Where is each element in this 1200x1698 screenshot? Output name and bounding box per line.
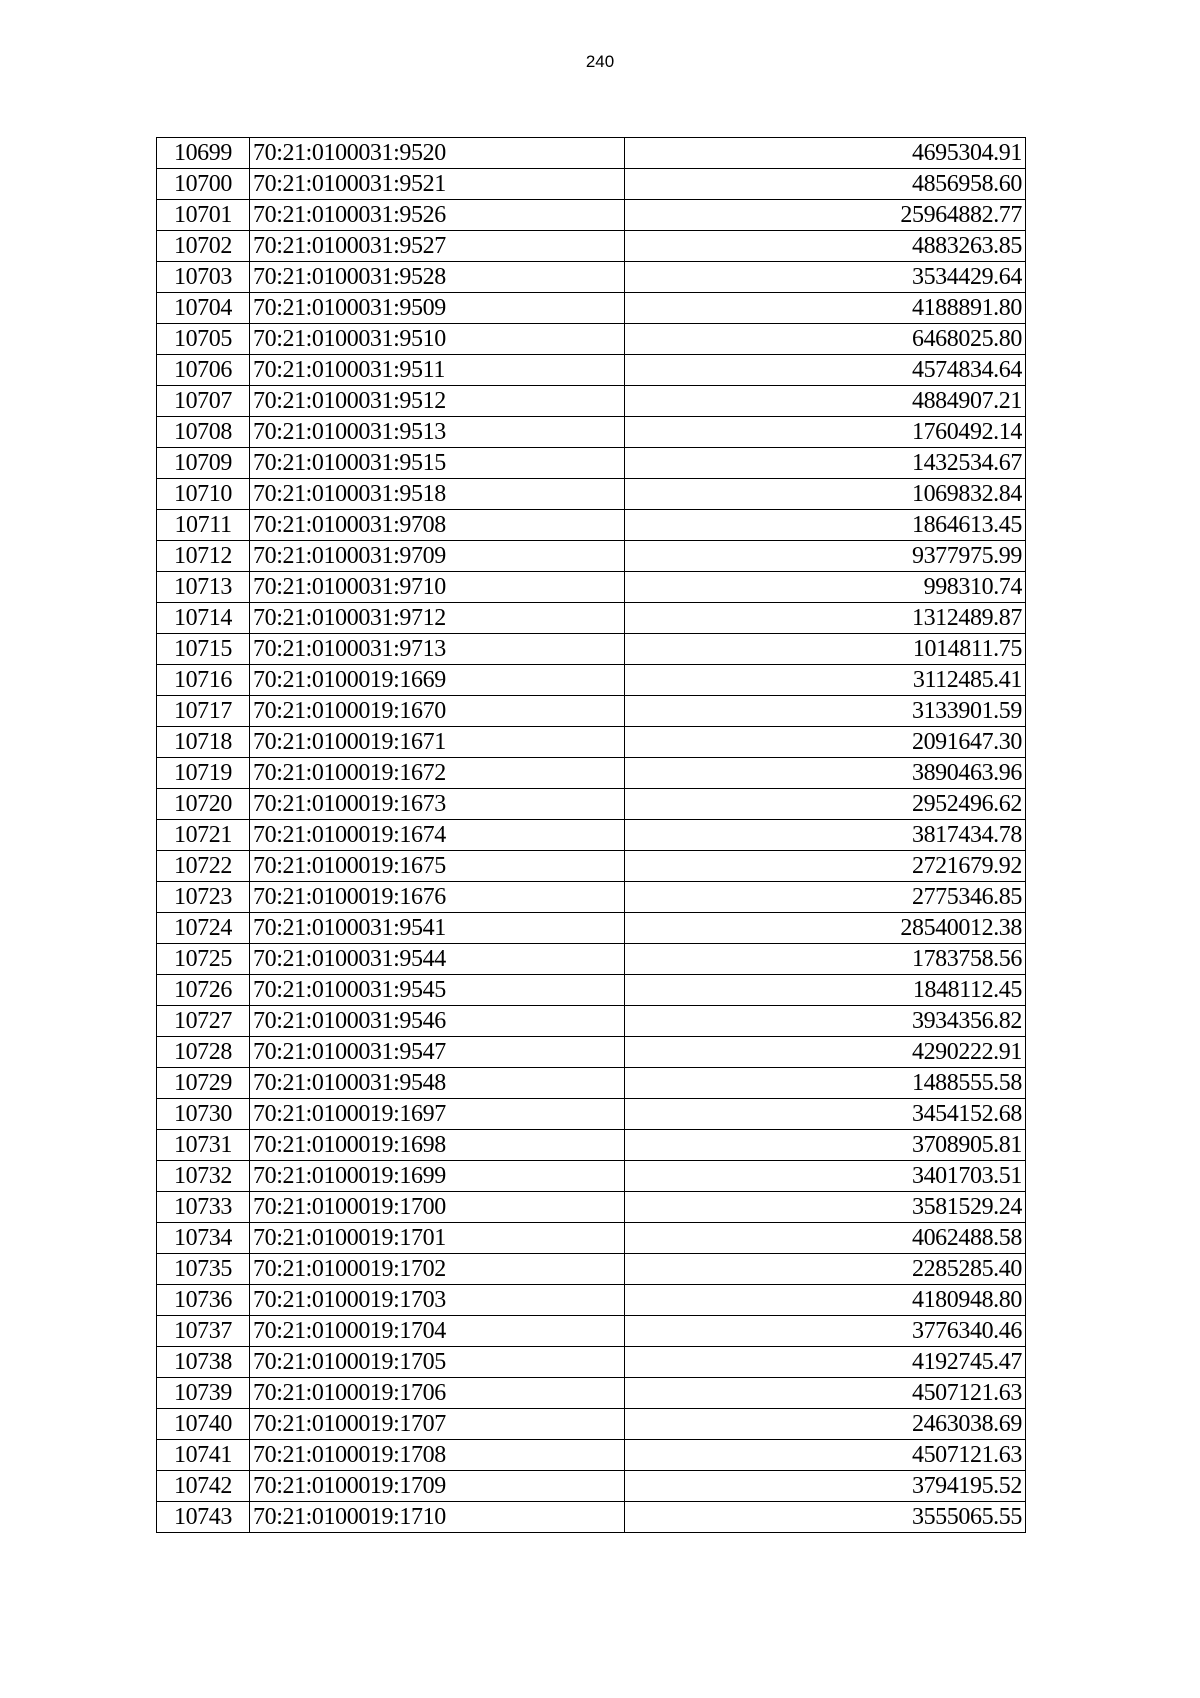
cadastral-value-cell: 4507121.63 xyxy=(625,1440,1026,1471)
cadastral-value-cell: 4507121.63 xyxy=(625,1378,1026,1409)
cadastral-number-cell: 70:21:0100019:1671 xyxy=(250,727,625,758)
row-number-cell: 10714 xyxy=(157,603,250,634)
row-number-cell: 10742 xyxy=(157,1471,250,1502)
cadastral-value-cell: 2775346.85 xyxy=(625,882,1026,913)
cadastral-value-cell: 3817434.78 xyxy=(625,820,1026,851)
row-number-cell: 10726 xyxy=(157,975,250,1006)
table-row xyxy=(157,1037,1026,1068)
cadastral-number-cell: 70:21:0100031:9712 xyxy=(250,603,625,634)
row-number-cell: 10700 xyxy=(157,169,250,200)
cadastral-value-cell: 4695304.91 xyxy=(625,138,1026,169)
cadastral-number-cell: 70:21:0100031:9710 xyxy=(250,572,625,603)
cadastral-number-cell: 70:21:0100031:9521 xyxy=(250,169,625,200)
cadastral-number-cell: 70:21:0100031:9546 xyxy=(250,1006,625,1037)
cadastral-number-cell: 70:21:0100031:9513 xyxy=(250,417,625,448)
cadastral-value-cell: 1014811.75 xyxy=(625,634,1026,665)
row-number-cell: 10734 xyxy=(157,1223,250,1254)
cadastral-number-cell: 70:21:0100019:1699 xyxy=(250,1161,625,1192)
row-number-cell: 10716 xyxy=(157,665,250,696)
table-row xyxy=(157,324,1026,355)
cadastral-number-cell: 70:21:0100031:9526 xyxy=(250,200,625,231)
table-row xyxy=(157,355,1026,386)
cadastral-value-cell: 3776340.46 xyxy=(625,1316,1026,1347)
table-row xyxy=(157,634,1026,665)
page-number: 240 xyxy=(585,52,615,71)
row-number-cell: 10738 xyxy=(157,1347,250,1378)
row-number-cell: 10712 xyxy=(157,541,250,572)
cadastral-value-table xyxy=(156,137,1026,1533)
row-number-cell: 10704 xyxy=(157,293,250,324)
table-row xyxy=(157,944,1026,975)
cadastral-number-cell: 70:21:0100019:1703 xyxy=(250,1285,625,1316)
table-row xyxy=(157,975,1026,1006)
cadastral-number-cell: 70:21:0100031:9511 xyxy=(250,355,625,386)
cadastral-number-cell: 70:21:0100019:1672 xyxy=(250,758,625,789)
row-number-cell: 10743 xyxy=(157,1502,250,1533)
cadastral-number-cell: 70:21:0100019:1698 xyxy=(250,1130,625,1161)
row-number-cell: 10707 xyxy=(157,386,250,417)
row-number-cell: 10737 xyxy=(157,1316,250,1347)
cadastral-number-cell: 70:21:0100019:1675 xyxy=(250,851,625,882)
cadastral-number-cell: 70:21:0100019:1706 xyxy=(250,1378,625,1409)
cadastral-value-cell: 3454152.68 xyxy=(625,1099,1026,1130)
table-row xyxy=(157,262,1026,293)
table-row xyxy=(157,231,1026,262)
cadastral-value-cell: 4856958.60 xyxy=(625,169,1026,200)
table-row xyxy=(157,169,1026,200)
cadastral-value-cell: 3934356.82 xyxy=(625,1006,1026,1037)
cadastral-value-cell: 3708905.81 xyxy=(625,1130,1026,1161)
row-number-cell: 10702 xyxy=(157,231,250,262)
table-row xyxy=(157,510,1026,541)
row-number-cell: 10725 xyxy=(157,944,250,975)
cadastral-value-cell: 3581529.24 xyxy=(625,1192,1026,1223)
table-row xyxy=(157,1068,1026,1099)
cadastral-value-cell: 2463038.69 xyxy=(625,1409,1026,1440)
cadastral-value-cell: 4188891.80 xyxy=(625,293,1026,324)
row-number-cell: 10721 xyxy=(157,820,250,851)
row-number-cell: 10720 xyxy=(157,789,250,820)
cadastral-number-cell: 70:21:0100019:1697 xyxy=(250,1099,625,1130)
cadastral-value-cell: 1783758.56 xyxy=(625,944,1026,975)
row-number-cell: 10699 xyxy=(157,138,250,169)
cadastral-value-cell: 3534429.64 xyxy=(625,262,1026,293)
cadastral-number-cell: 70:21:0100031:9512 xyxy=(250,386,625,417)
cadastral-number-cell: 70:21:0100019:1701 xyxy=(250,1223,625,1254)
table-row xyxy=(157,1285,1026,1316)
row-number-cell: 10723 xyxy=(157,882,250,913)
cadastral-value-cell: 3555065.55 xyxy=(625,1502,1026,1533)
cadastral-value-cell: 9377975.99 xyxy=(625,541,1026,572)
cadastral-number-cell: 70:21:0100019:1674 xyxy=(250,820,625,851)
row-number-cell: 10703 xyxy=(157,262,250,293)
cadastral-value-cell: 3133901.59 xyxy=(625,696,1026,727)
cadastral-number-cell: 70:21:0100031:9541 xyxy=(250,913,625,944)
table-row xyxy=(157,200,1026,231)
table-row xyxy=(157,1099,1026,1130)
row-number-cell: 10728 xyxy=(157,1037,250,1068)
cadastral-value-cell: 2721679.92 xyxy=(625,851,1026,882)
cadastral-number-cell: 70:21:0100019:1669 xyxy=(250,665,625,696)
row-number-cell: 10713 xyxy=(157,572,250,603)
cadastral-number-cell: 70:21:0100031:9713 xyxy=(250,634,625,665)
cadastral-value-cell: 1432534.67 xyxy=(625,448,1026,479)
row-number-cell: 10708 xyxy=(157,417,250,448)
table-row xyxy=(157,665,1026,696)
cadastral-number-cell: 70:21:0100019:1707 xyxy=(250,1409,625,1440)
cadastral-number-cell: 70:21:0100019:1704 xyxy=(250,1316,625,1347)
table-row xyxy=(157,386,1026,417)
cadastral-number-cell: 70:21:0100031:9518 xyxy=(250,479,625,510)
cadastral-number-cell: 70:21:0100019:1700 xyxy=(250,1192,625,1223)
cadastral-value-cell: 2952496.62 xyxy=(625,789,1026,820)
table-row xyxy=(157,417,1026,448)
table-row xyxy=(157,479,1026,510)
table-row xyxy=(157,1161,1026,1192)
row-number-cell: 10722 xyxy=(157,851,250,882)
cadastral-number-cell: 70:21:0100019:1702 xyxy=(250,1254,625,1285)
cadastral-value-cell: 1864613.45 xyxy=(625,510,1026,541)
cadastral-value-cell: 1069832.84 xyxy=(625,479,1026,510)
cadastral-number-cell: 70:21:0100019:1710 xyxy=(250,1502,625,1533)
cadastral-number-cell: 70:21:0100031:9509 xyxy=(250,293,625,324)
row-number-cell: 10710 xyxy=(157,479,250,510)
table-row xyxy=(157,138,1026,169)
row-number-cell: 10730 xyxy=(157,1099,250,1130)
cadastral-value-cell: 6468025.80 xyxy=(625,324,1026,355)
row-number-cell: 10709 xyxy=(157,448,250,479)
table-row xyxy=(157,448,1026,479)
row-number-cell: 10740 xyxy=(157,1409,250,1440)
table-row xyxy=(157,1378,1026,1409)
row-number-cell: 10727 xyxy=(157,1006,250,1037)
row-number-cell: 10715 xyxy=(157,634,250,665)
cadastral-value-cell: 1312489.87 xyxy=(625,603,1026,634)
cadastral-number-cell: 70:21:0100031:9545 xyxy=(250,975,625,1006)
cadastral-number-cell: 70:21:0100019:1676 xyxy=(250,882,625,913)
table-row xyxy=(157,1316,1026,1347)
table-row xyxy=(157,1006,1026,1037)
table-row xyxy=(157,696,1026,727)
cadastral-value-cell: 3794195.52 xyxy=(625,1471,1026,1502)
cadastral-number-cell: 70:21:0100031:9709 xyxy=(250,541,625,572)
cadastral-value-cell: 28540012.38 xyxy=(625,913,1026,944)
row-number-cell: 10733 xyxy=(157,1192,250,1223)
cadastral-number-cell: 70:21:0100031:9515 xyxy=(250,448,625,479)
cadastral-value-cell: 2091647.30 xyxy=(625,727,1026,758)
table-row xyxy=(157,1440,1026,1471)
cadastral-number-cell: 70:21:0100031:9544 xyxy=(250,944,625,975)
table-row xyxy=(157,1502,1026,1533)
table-row xyxy=(157,1223,1026,1254)
table-row xyxy=(157,1192,1026,1223)
row-number-cell: 10739 xyxy=(157,1378,250,1409)
row-number-cell: 10718 xyxy=(157,727,250,758)
cadastral-value-cell: 1760492.14 xyxy=(625,417,1026,448)
cadastral-value-cell: 1488555.58 xyxy=(625,1068,1026,1099)
table-row xyxy=(157,727,1026,758)
cadastral-value-cell: 1848112.45 xyxy=(625,975,1026,1006)
table-row xyxy=(157,1409,1026,1440)
cadastral-value-cell: 4884907.21 xyxy=(625,386,1026,417)
row-number-cell: 10701 xyxy=(157,200,250,231)
row-number-cell: 10719 xyxy=(157,758,250,789)
table-row xyxy=(157,1254,1026,1285)
table-row xyxy=(157,1130,1026,1161)
cadastral-number-cell: 70:21:0100019:1670 xyxy=(250,696,625,727)
table-body xyxy=(157,138,1026,1533)
cadastral-number-cell: 70:21:0100031:9520 xyxy=(250,138,625,169)
row-number-cell: 10731 xyxy=(157,1130,250,1161)
row-number-cell: 10735 xyxy=(157,1254,250,1285)
table-row xyxy=(157,603,1026,634)
row-number-cell: 10741 xyxy=(157,1440,250,1471)
cadastral-number-cell: 70:21:0100031:9547 xyxy=(250,1037,625,1068)
cadastral-number-cell: 70:21:0100031:9548 xyxy=(250,1068,625,1099)
cadastral-value-cell: 3890463.96 xyxy=(625,758,1026,789)
table-row xyxy=(157,913,1026,944)
table-row xyxy=(157,572,1026,603)
row-number-cell: 10732 xyxy=(157,1161,250,1192)
cadastral-number-cell: 70:21:0100019:1673 xyxy=(250,789,625,820)
row-number-cell: 10729 xyxy=(157,1068,250,1099)
cadastral-value-cell: 998310.74 xyxy=(625,572,1026,603)
cadastral-value-cell: 25964882.77 xyxy=(625,200,1026,231)
cadastral-value-cell: 2285285.40 xyxy=(625,1254,1026,1285)
table-row xyxy=(157,293,1026,324)
cadastral-value-cell: 4180948.80 xyxy=(625,1285,1026,1316)
table-row xyxy=(157,1471,1026,1502)
table-row xyxy=(157,789,1026,820)
table-row xyxy=(157,882,1026,913)
cadastral-value-cell: 4574834.64 xyxy=(625,355,1026,386)
cadastral-number-cell: 70:21:0100031:9708 xyxy=(250,510,625,541)
row-number-cell: 10724 xyxy=(157,913,250,944)
cadastral-value-cell: 4290222.91 xyxy=(625,1037,1026,1068)
cadastral-value-cell: 3401703.51 xyxy=(625,1161,1026,1192)
table-row xyxy=(157,1347,1026,1378)
cadastral-number-cell: 70:21:0100019:1705 xyxy=(250,1347,625,1378)
cadastral-value-cell: 4883263.85 xyxy=(625,231,1026,262)
cadastral-value-cell: 4062488.58 xyxy=(625,1223,1026,1254)
row-number-cell: 10705 xyxy=(157,324,250,355)
row-number-cell: 10736 xyxy=(157,1285,250,1316)
cadastral-value-cell: 3112485.41 xyxy=(625,665,1026,696)
cadastral-number-cell: 70:21:0100031:9510 xyxy=(250,324,625,355)
cadastral-number-cell: 70:21:0100031:9527 xyxy=(250,231,625,262)
row-number-cell: 10717 xyxy=(157,696,250,727)
row-number-cell: 10711 xyxy=(157,510,250,541)
table-row xyxy=(157,541,1026,572)
cadastral-number-cell: 70:21:0100019:1709 xyxy=(250,1471,625,1502)
table-row xyxy=(157,851,1026,882)
cadastral-number-cell: 70:21:0100031:9528 xyxy=(250,262,625,293)
table-row xyxy=(157,758,1026,789)
cadastral-value-cell: 4192745.47 xyxy=(625,1347,1026,1378)
cadastral-number-cell: 70:21:0100019:1708 xyxy=(250,1440,625,1471)
table-row xyxy=(157,820,1026,851)
row-number-cell: 10706 xyxy=(157,355,250,386)
